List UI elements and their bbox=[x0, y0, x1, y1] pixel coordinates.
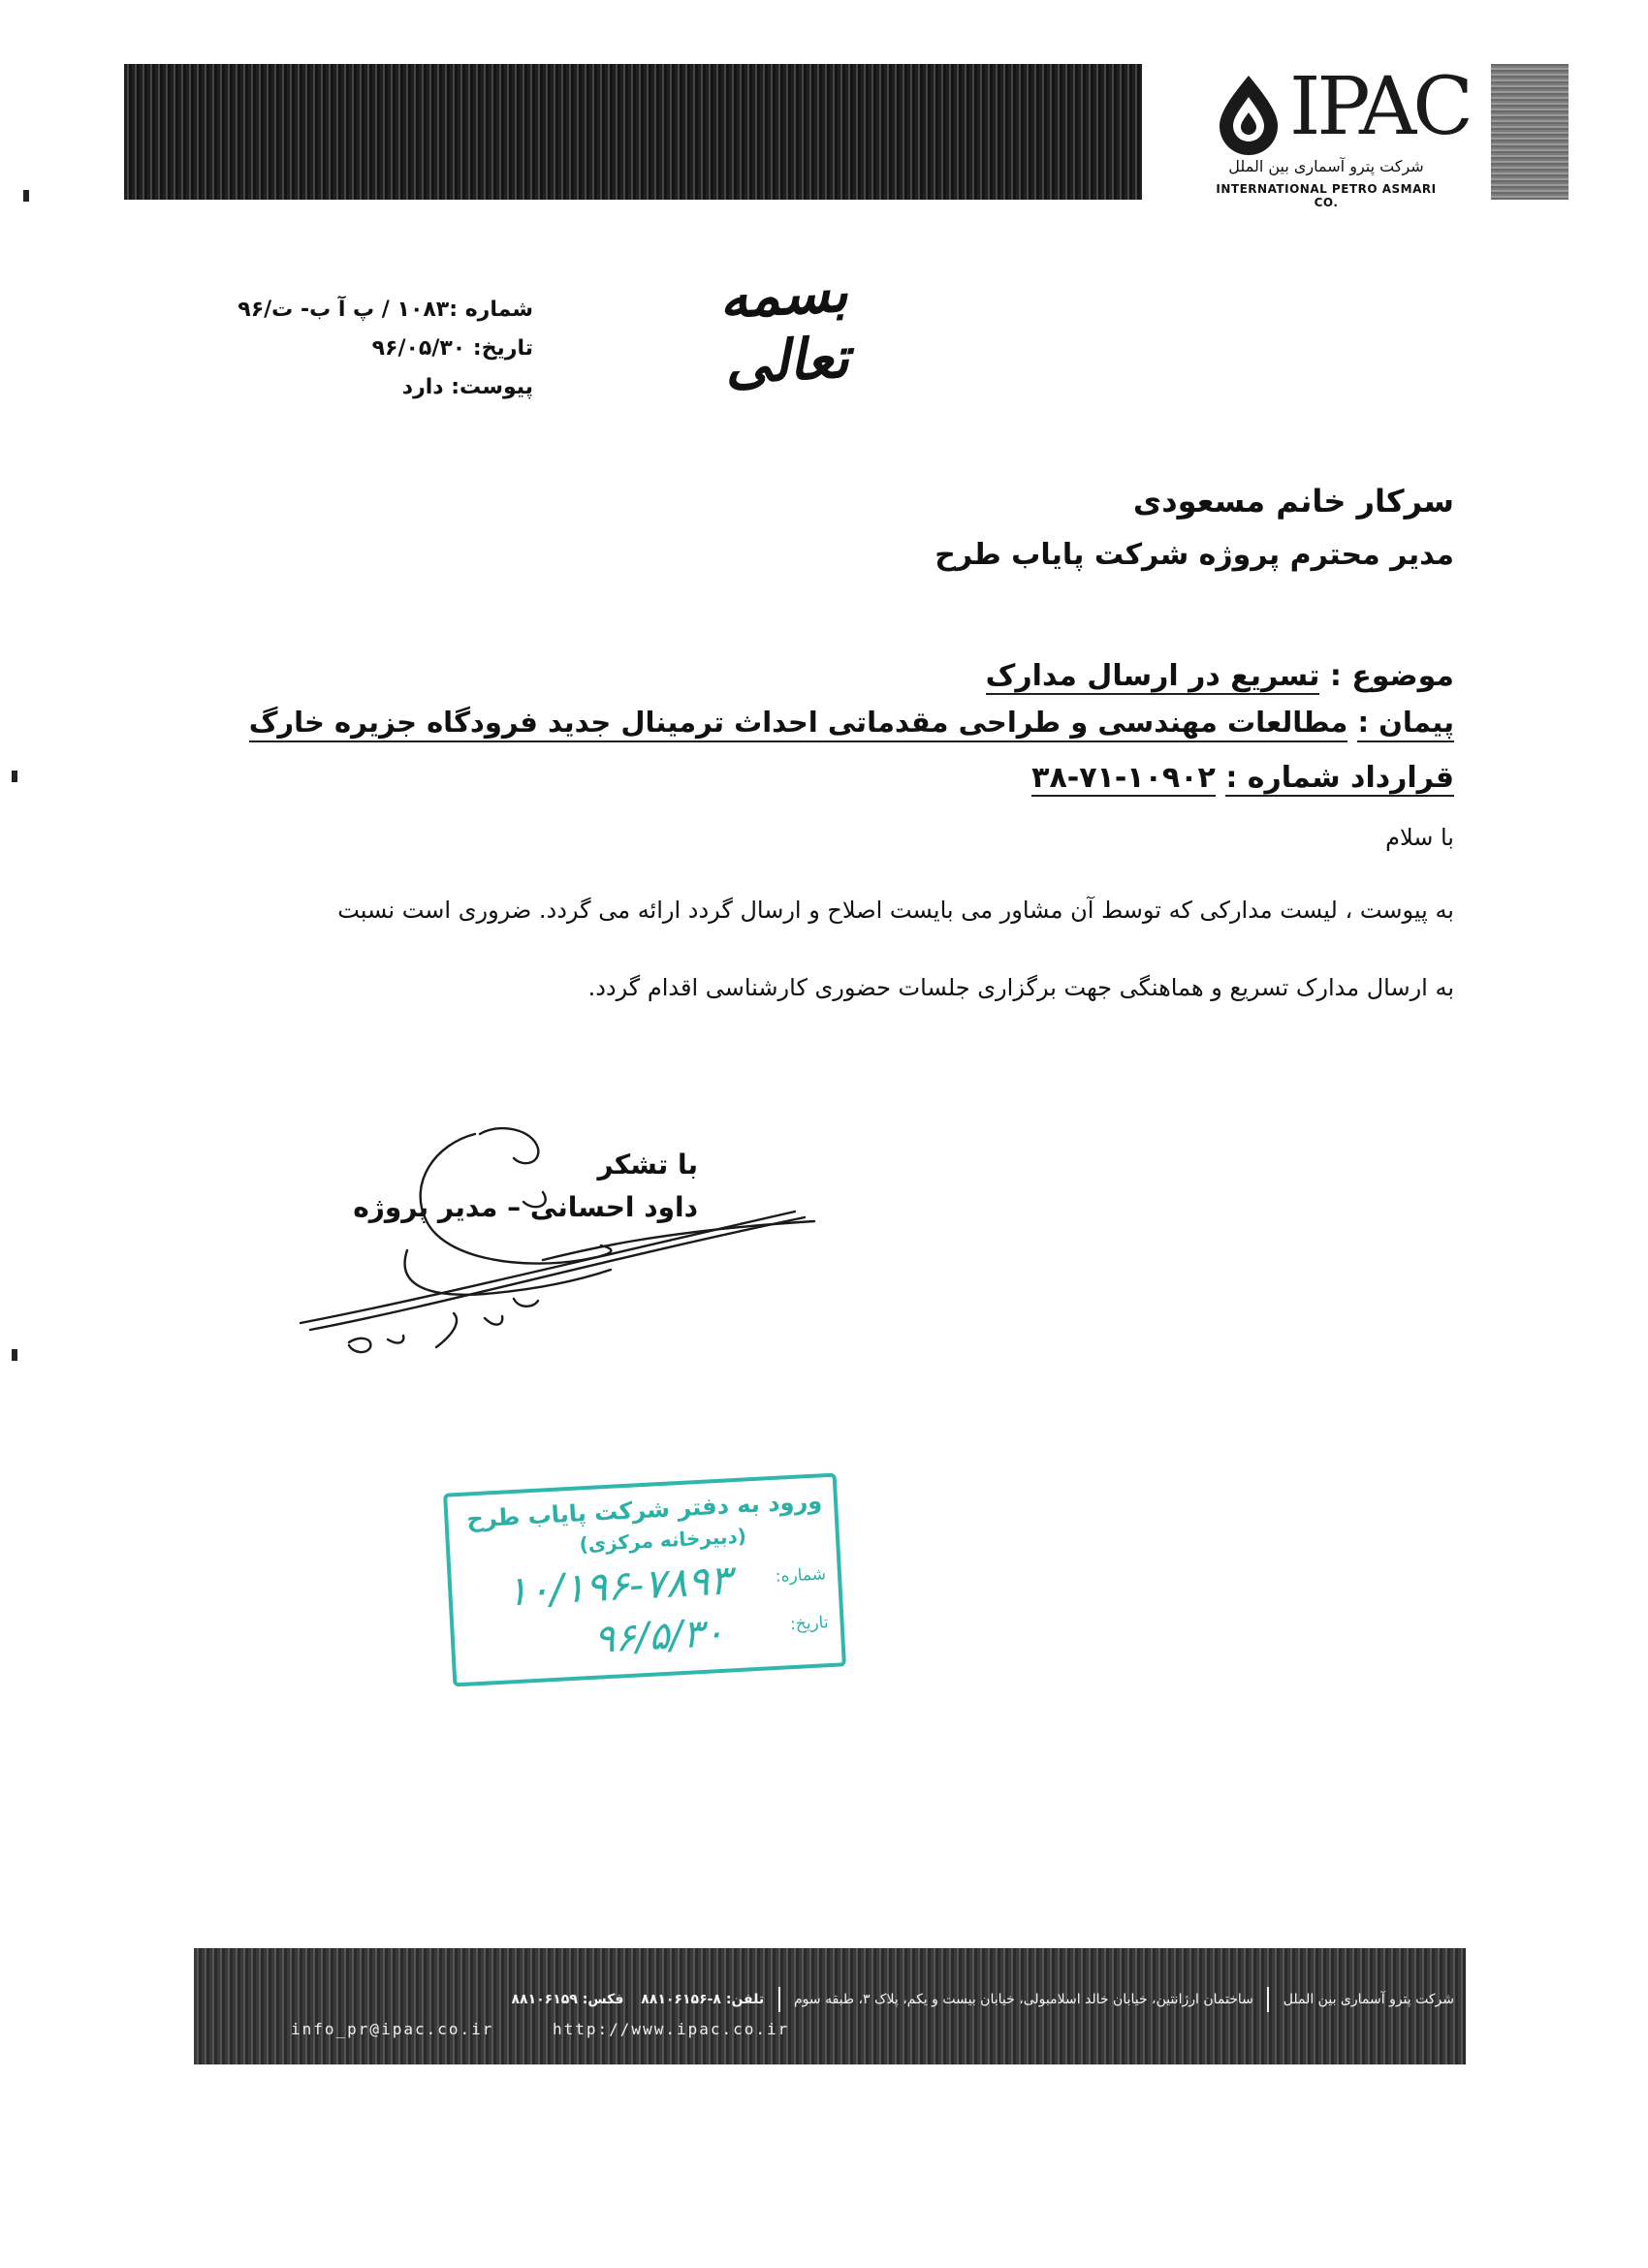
letter-meta bbox=[204, 291, 533, 407]
footer-email[interactable]: info_pr@ipac.co.ir bbox=[291, 2020, 494, 2038]
subject-line bbox=[986, 659, 1454, 693]
footer-web-line bbox=[291, 2020, 834, 2038]
contract-number-line bbox=[1031, 761, 1454, 795]
receipt-stamp bbox=[443, 1473, 846, 1687]
logo-wordmark: IPAC bbox=[1289, 61, 1470, 153]
header-band bbox=[124, 64, 1142, 200]
handwritten-signature bbox=[291, 1115, 834, 1405]
contract-number-value: ۱۰۹۰۲-۷۱-۳۸ bbox=[1031, 761, 1216, 795]
closing-thanks: با تشکر bbox=[597, 1149, 698, 1181]
footer-contact-line bbox=[291, 1987, 1454, 2012]
drop-logo-icon bbox=[1210, 68, 1287, 155]
footer-phone: تلفن: ۸-۸۸۱۰۶۱۵۶ bbox=[641, 1992, 765, 2007]
contract-text: مطالعات مهندسی و طراحی مقدماتی احداث ترمینال جدید فرودگاه جزیره خارگ bbox=[249, 706, 1348, 742]
footer-fax: فکس: ۸۸۱۰۶۱۵۹ bbox=[511, 1992, 624, 2007]
letter-attachment: پیوست: دارد bbox=[401, 375, 533, 399]
letter-number: شماره :۱۰۸۳ / پ آ ب- ت/۹۶ bbox=[238, 298, 533, 322]
footer-website[interactable]: http://www.ipac.co.ir bbox=[553, 2020, 790, 2038]
stamp-number-label: شماره: bbox=[775, 1564, 827, 1587]
margin-mark bbox=[23, 190, 29, 202]
subject-label: موضوع : bbox=[1329, 659, 1454, 693]
contract-number-label: قرارداد شماره : bbox=[1225, 761, 1454, 795]
body-line-1: به پیوست ، لیست مدارکی که توسط آن مشاور می بایست اصلاح و ارسال گردد ارائه می گردد. ضروری است نسبت bbox=[337, 897, 1454, 924]
margin-mark bbox=[12, 1349, 17, 1361]
contract-line bbox=[249, 706, 1454, 739]
stamp-number-value: ۱۰/۱۹۶-۷۸۹۳ bbox=[504, 1556, 733, 1616]
stamp-title: ورود به دفتر شرکت پایاب طرح bbox=[465, 1487, 823, 1533]
letter-date: تاریخ: ۹۶/۰۵/۳۰ bbox=[371, 336, 533, 361]
contract-label: پیمان : bbox=[1357, 706, 1454, 742]
company-name-fa: شرکت پترو آسماری بین الملل bbox=[1228, 157, 1424, 175]
recipient-title: مدیر محترم پروژه شرکت پایاب طرح bbox=[935, 538, 1454, 572]
stamp-date-label: تاریخ: bbox=[789, 1613, 830, 1635]
company-logo bbox=[1210, 58, 1470, 209]
body-line-2: به ارسال مدارک تسریع و هماهنگی جهت برگزاری جلسات حضوری کارشناسی اقدام گردد. bbox=[587, 974, 1454, 1001]
company-name-en: INTERNATIONAL PETRO ASMARI CO. bbox=[1216, 182, 1437, 209]
recipient-name: سرکار خانم مسعودی bbox=[1132, 483, 1454, 520]
header-corner-block bbox=[1491, 64, 1569, 200]
margin-mark bbox=[12, 771, 17, 782]
greeting: با سلام bbox=[1385, 824, 1454, 851]
subject-text: تسریع در ارسال مدارک bbox=[985, 659, 1320, 693]
footer-company: شرکت پترو آسماری بین الملل bbox=[1283, 1992, 1454, 2007]
signer-name: داود احسانی – مدیر پروژه bbox=[353, 1191, 698, 1223]
footer-address: ساختمان ارژانتین، خیابان خالد اسلامبولی، خیابان بیست و یکم، پلاک ۳، طبقه سوم bbox=[794, 1992, 1253, 2007]
basmala-heading: بسمه تعالی bbox=[717, 258, 851, 397]
stamp-subtitle: (دبیرخانه مرکزی) bbox=[578, 1524, 747, 1557]
stamp-date-value: ۹۶/۵/۳۰ bbox=[592, 1610, 726, 1662]
